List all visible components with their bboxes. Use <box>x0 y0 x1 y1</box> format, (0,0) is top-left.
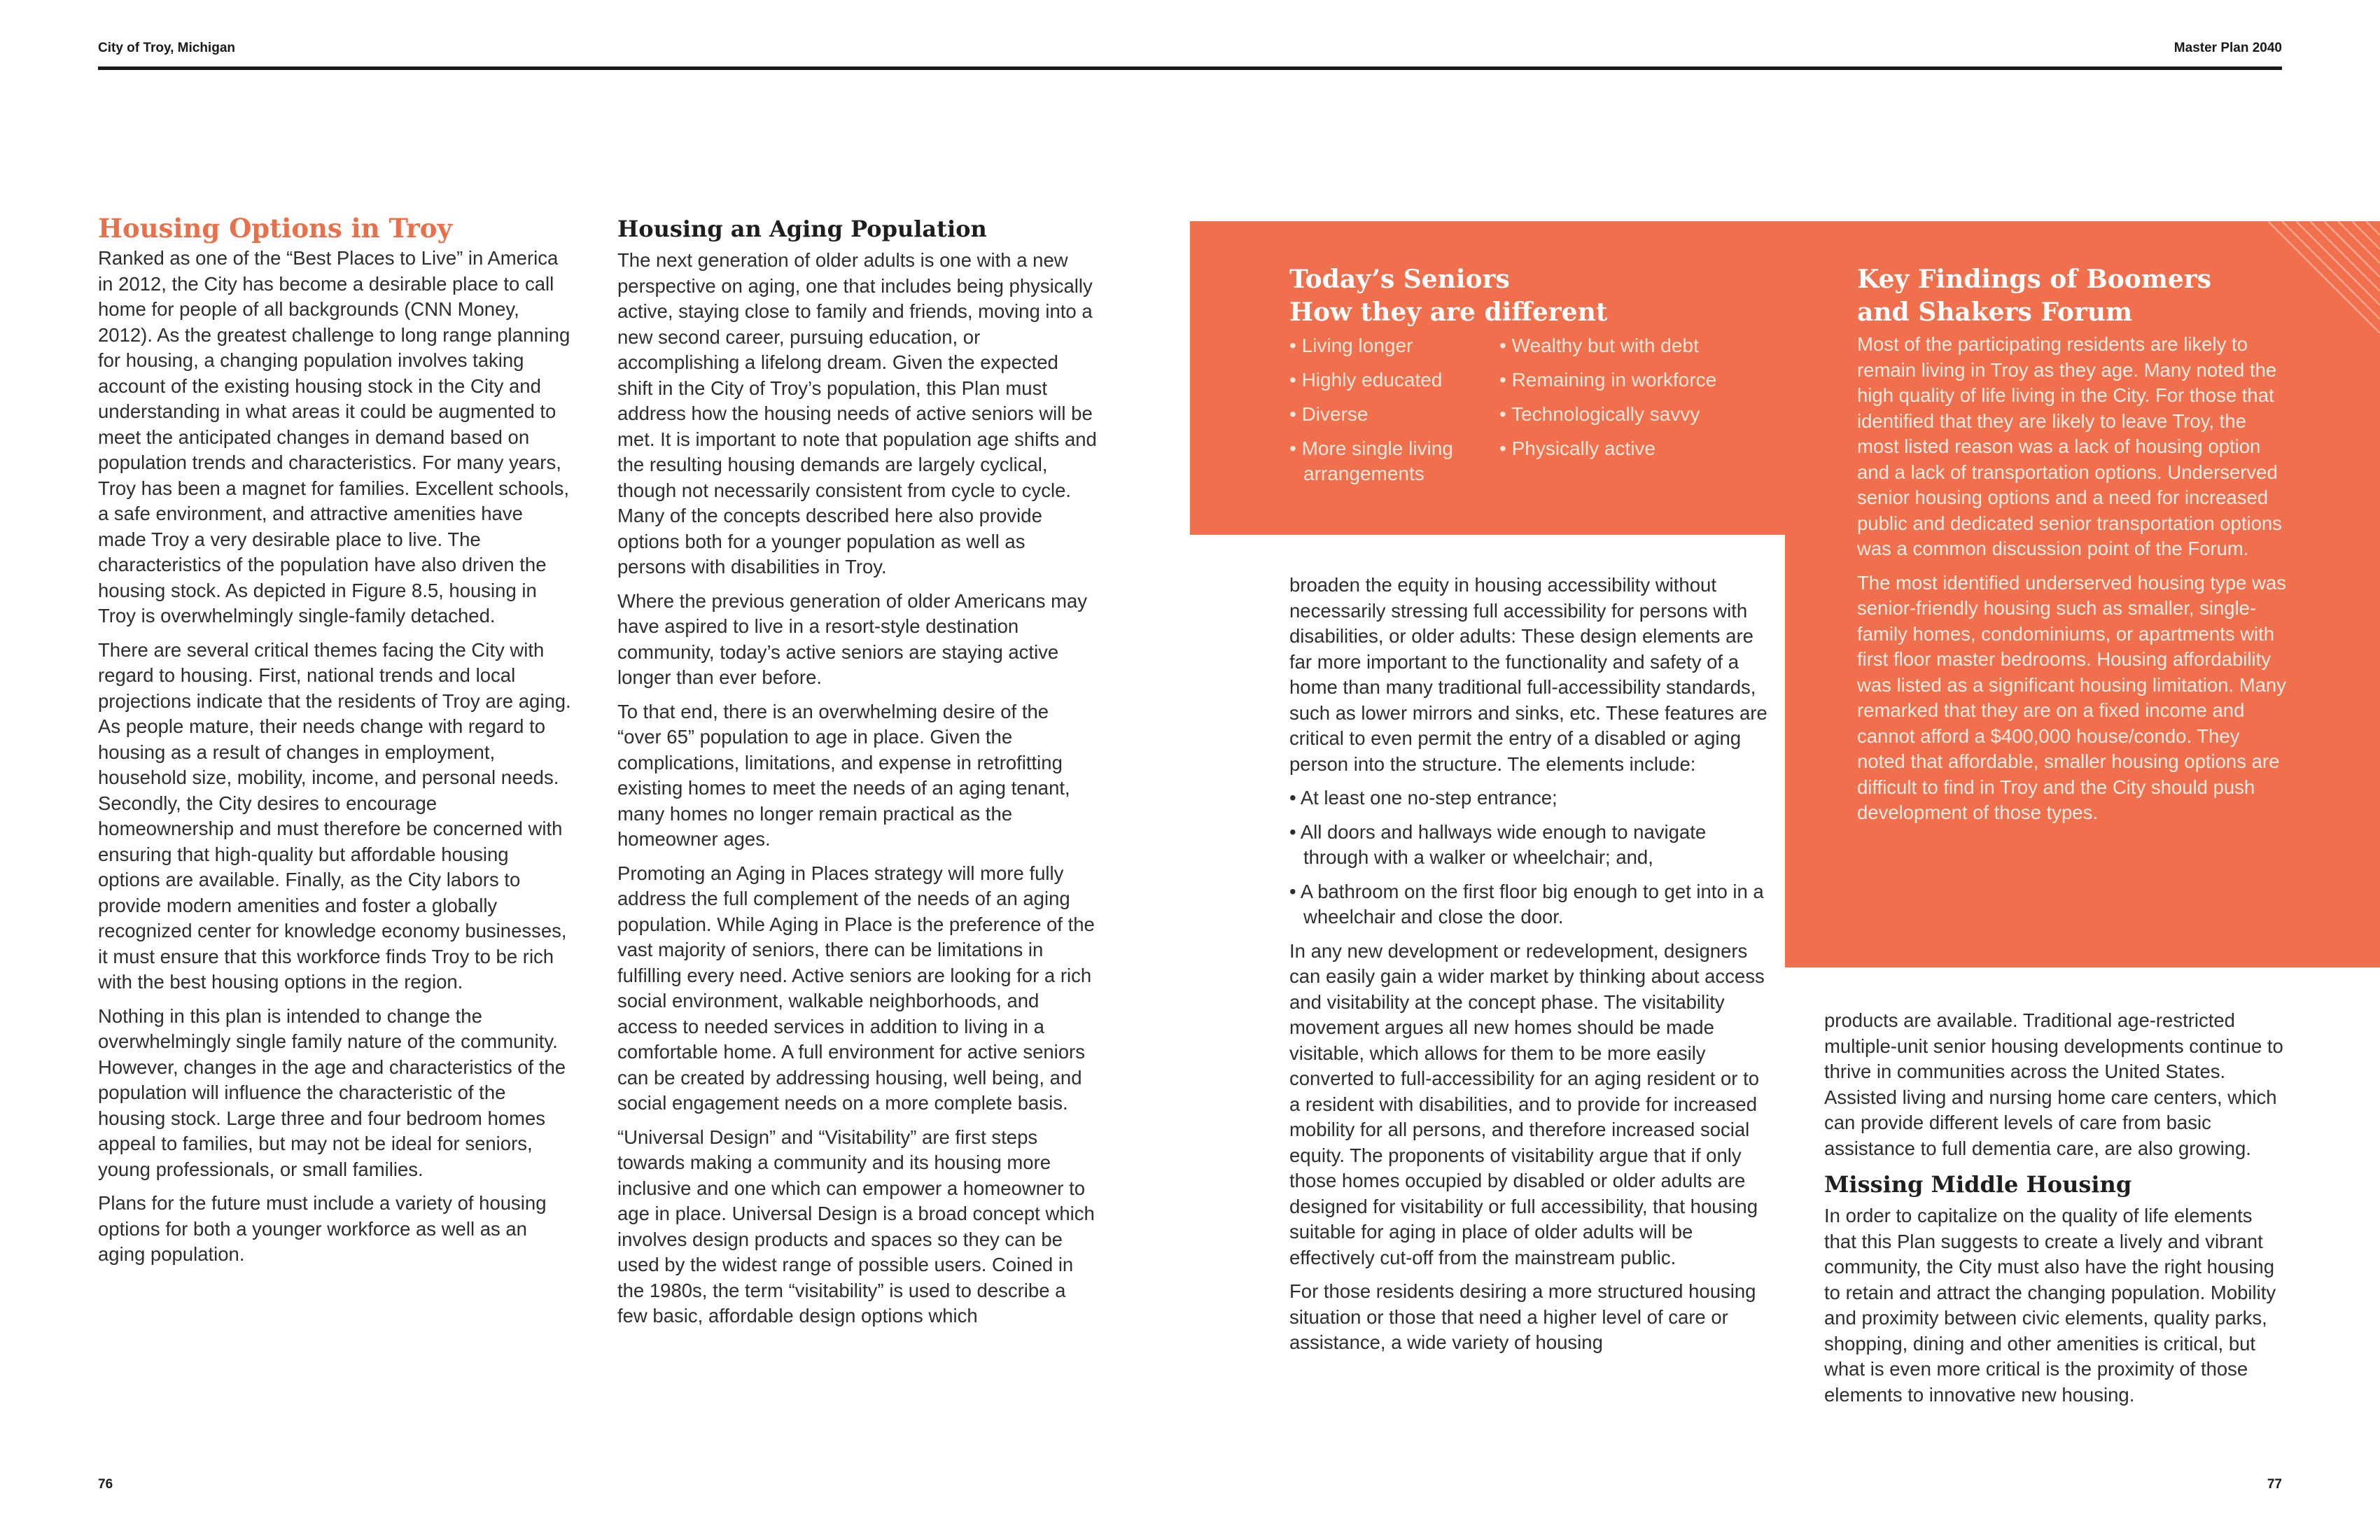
paragraph: There are several critical themes facing the City with regard to housing. First, national trends and local projections indicate that the residents of Troy are aging. As people mature, their needs change with regard to housing as a result of changes in employment, household size, mobility, income, and personal needs. Secondly, the City desires to encourage homeownership and must therefore be concerned with ensuring that high-quality but affordable housing options are available. Finally, as the City labors to provide modern amenities and foster a globally recognized center for knowledge economy businesses, it must ensure that this workforce finds Troy to be rich with the best housing options in the region. <box>98 638 571 993</box>
bullet-item: • At least one no-step entrance; <box>1289 787 1558 808</box>
paragraph: broaden the equity in housing accessibility without necessarily stressing full accessibility for persons with disabilities, or older adults: These design elements are far more important to the functionality and safety of a home than many traditional full-accessibility standards, such as lower mirrors and sinks, etc. These features are critical to even permit the entry of a disabled or aging person into the structure. The elements include: <box>1289 574 1768 775</box>
heading-missing-middle: Missing Middle Housing <box>1824 1171 2132 1198</box>
header-right-title: Master Plan 2040 <box>2174 41 2282 55</box>
seniors-title-line1: Today’s Seniors <box>1289 265 1510 294</box>
key-findings-callout-box <box>1785 221 2380 967</box>
paragraph: To that end, there is an overwhelming desire of the “over 65” population to age in place. Given the complications, limitations, and expense in retrofitting existing homes to meet the needs of an aging tenant, many homes no longer remain practical as the homeowner ages. <box>617 700 1070 850</box>
findings-paragraph: Most of the participating residents are likely to remain living in Troy as they age. Many noted the high quality of life living in the City. For those that identified that they are likely to leave Troy, the most listed reason was a lack of housing option and a lack of transportation options. Underserved senior housing options and a need for increased public and dedicated senior transportation options was a common discussion point of the Forum. <box>1857 333 2282 559</box>
paragraph: Promoting an Aging in Places strategy will more fully address the full complement of the needs of an aging population. While Aging in Place is the preference of the vast majority of seniors, there can be limitations in fulfilling every need. Active seniors are looking for a rich social environment, walkable neighborhoods, and access to needed services in addition to living in a comfortable home. A full environment for active seniors can be created by addressing housing, well being, and social engagement needs on a more complete basis. <box>617 862 1095 1114</box>
seniors-list-item: • Highly educated <box>1289 369 1443 391</box>
paragraph: Where the previous generation of older Americans may have aspired to live in a resort-style destination community, today’s active seniors are staying active longer than ever before. <box>617 589 1088 688</box>
seniors-list-item: • More single living arrangements <box>1289 438 1453 484</box>
seniors-list-item: • Living longer <box>1289 335 1413 356</box>
seniors-callout-box <box>1190 221 1785 535</box>
paragraph: Plans for the future must include a variety of housing options for both a younger workforce as well as an aging population. <box>98 1192 547 1265</box>
header-left-title: City of Troy, Michigan <box>98 41 235 55</box>
paragraph: “Universal Design” and “Visitability” are first steps towards making a community and its housing more inclusive and one which can empower a homeowner to age in place. Universal Design is a broad concept which involves design products and spaces so they can be used by the widest range of possible users. Coined in the 1980s, the term “visitability” is used to describe a few basic, affordable design options which <box>617 1126 1095 1326</box>
bullet-item: • All doors and hallways wide enough to navigate through with a walker or wheelchair; and, <box>1289 820 1707 868</box>
bullet-item: • A bathroom on the first floor big enough to get into in a wheelchair and close the door. <box>1289 880 1764 927</box>
paragraph: The next generation of older adults is one with a new perspective on aging, one that includes being physically active, staying close to family and friends, moving into a new second career, pursuing education, or accomplishing a lifelong dream. Given the expected shift in the City of Troy’s population, this Plan must address how the housing needs of active seniors will be met. It is important to note that population age shifts and the resulting housing demands are largely cyclical, though not necessarily consistent from cycle to cycle. Many of the concepts described here also provide options both for a younger population as well as persons with disabilities in Troy. <box>617 249 1097 578</box>
header-rule <box>98 66 2282 70</box>
visitability-bullet-list <box>1289 785 1772 930</box>
paragraph: products are available. Traditional age-restricted multiple-unit senior housing developments continue to thrive in communities across the United States. Assisted living and nursing home care centers, which can provide different levels of care from basic assistance to full dementia care, are also growing. <box>1824 1009 2283 1159</box>
column-visitability <box>1289 573 1772 1364</box>
findings-title-line1: Key Findings of Boomers <box>1857 265 2211 294</box>
paragraph: Ranked as one of the “Best Places to Live” in America in 2012, the City has become a desirable place to call home for people of all backgrounds (CNN Money, 2012). As the greatest challenge to long range planning for housing, a changing population involves taking account of the existing housing stock in the City and understanding in what areas it could be augmented to meet the anticipated changes in demand based on population trends and characteristics. For many years, Troy has been a magnet for families. Excellent schools, a safe environment, and attractive amenities have made Troy a very desirable place to live. The characteristics of the population have also driven the housing stock. As depicted in Figure 8.5, housing in Troy is overwhelmingly single-family detached. <box>98 247 570 626</box>
paragraph: In any new development or redevelopment, designers can easily gain a wider market by thinking about access and visitability at the concept phase. The visitability movement argues all new homes should be made visitable, which allows for them to be more easily converted to full-accessibility for an aging resident or to a resident with disabilities, and to provide for increased mobility for all persons, and therefore increased social equity. The proponents of visitability argue that if only those homes occupied by disabled or older adults are designed for visitability or full accessibility, that housing suitable for aging in place of older adults will be effectively cut-off from the mainstream public. <box>1289 939 1765 1268</box>
findings-paragraph: The most identified underserved housing type was senior-friendly housing such as smaller, single-family homes, condominiums, or apartments with first floor master bedrooms. Housing affordability was listed as a significant housing limitation. Many remarked that they are on a fixed income and cannot afford a $400,000 house/condo. They noted that affordable, smaller housing options are difficult to find in Troy and the City should push development of those types. <box>1857 571 2286 823</box>
seniors-title-line2: How they are different <box>1289 298 1608 327</box>
heading-housing-options: Housing Options in Troy <box>98 213 452 244</box>
findings-title-line2: and Shakers Forum <box>1857 298 2133 327</box>
seniors-list-item: • Diverse <box>1289 403 1368 425</box>
seniors-list-item: • Remaining in workforce <box>1499 369 1717 391</box>
seniors-list-item: • Physically active <box>1499 438 1656 459</box>
page-number-left: 76 <box>98 1477 113 1492</box>
seniors-list-item: • Technologically savvy <box>1499 403 1700 425</box>
column-aging-population <box>617 214 1097 1338</box>
column-housing-options <box>98 212 574 1276</box>
heading-aging-population: Housing an Aging Population <box>617 216 987 242</box>
column-missing-middle <box>1824 1008 2286 1416</box>
paragraph: In order to capitalize on the quality of life elements that this Plan suggests to create a lively and vibrant community, the City must also have the right housing to retain and attract the changing population. Mobility and proximity between civic elements, quality parks, shopping, dining and other amenities is critical, but what is even more critical is the proximity of those elements to innovative new housing. <box>1824 1205 2276 1406</box>
paragraph: Nothing in this plan is intended to change the overwhelmingly single family nature of the community. However, changes in the age and characteristics of the population will influence the characteristic of the housing stock. Large three and four bedroom homes appeal to families, but may not be ideal for seniors, young professionals, or small families. <box>98 1004 566 1180</box>
seniors-list <box>1289 333 1772 496</box>
seniors-list-item: • Wealthy but with debt <box>1499 335 1699 356</box>
page-number-right: 77 <box>2267 1477 2282 1492</box>
paragraph: For those residents desiring a more structured housing situation or those that need a higher level of care or assistance, a wide variety of housing <box>1289 1280 1756 1353</box>
